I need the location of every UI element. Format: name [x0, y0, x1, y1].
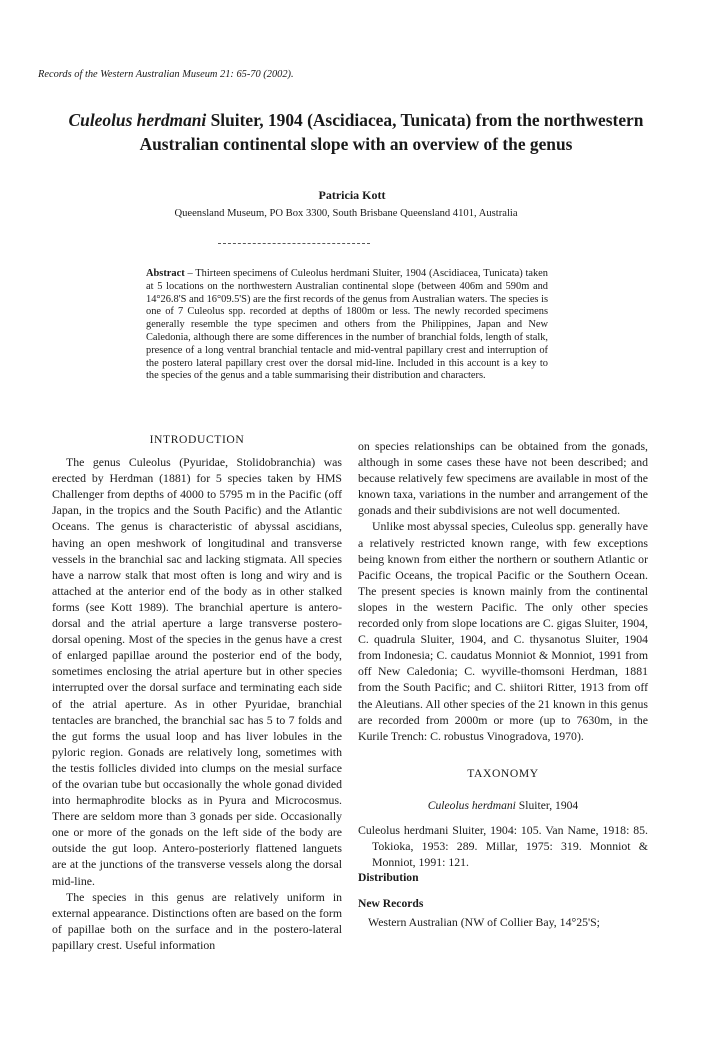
record-entry: Western Australian (NW of Collier Bay, 14°25'S;	[368, 915, 600, 930]
left-column	[52, 432, 342, 953]
title-species-name: Culeolus herdmani	[68, 110, 207, 130]
distribution-heading: Distribution	[358, 870, 419, 884]
introduction-paragraph: on species relationships can be obtained from the gonads, although in some cases these have not been described; and because relatively few specimens are available in most of the known taxa, variations in the number and arrangement of the gonads and their subdivisions are not well documented.	[358, 439, 648, 518]
species-heading-name: Culeolus herdmani	[427, 798, 516, 812]
synonymy: Culeolus herdmani Sluiter, 1904: 105. Van Name, 1918: 85. Tokioka, 1953: 289. Millar, 1975: 319. Monniot & Monniot, 1991: 121.	[358, 822, 648, 869]
new-records-heading: New Records	[358, 897, 424, 911]
title-rest: Sluiter, 1904 (Ascidiacea, Tunicata) from the northwestern Australian continental slope with an overview of the genus	[139, 110, 644, 154]
author-affiliation: Queensland Museum, PO Box 3300, South Brisbane Queensland 4101, Australia	[174, 208, 518, 219]
introduction-heading: INTRODUCTION	[149, 433, 245, 446]
introduction-paragraph: The genus Culeolus (Pyuridae, Stolidobranchia) was erected by Herdman (1881) for 5 species taken by HMS Challenger from depths of 4000 to 5795 m in the Pacific (off Japan, in the tropics and the South Pacific) and the Atlantic Oceans. The genus is characteristic of abyssal ascidians, having an open meshwork of longitudinal and transverse vessels in the branchial sac and lacking stigmata. All species have a narrow stalk that most often is long and wiry and is attached at the anterior end of the body as in other stalked forms (see Kott 1989). The branchial aperture is antero-dorsal and the atrial aperture a large transverse postero-dorsal opening. Most of the species in the genus have a crest of enlarged papillae around the posterior end of the body, sometimes enclosing the atrial aperture but in other species interrupted over the dorsal surface and terminating each side of the atrial aperture. As in other Pyuridae, branchial tentacles are branched, the branchial sac has 5 to 7 folds and the gut forms the usual loop and has liver lobules in the pyloric region. Gonads are relatively long, sometimes with the testis follicles divided into clumps on the mesial surface of the ovarian tube but occasionally the whole gonad divided into hermaphrodite blocks as in Pyura and Microcosmus. There are seldom more than 3 gonads per side. Occasionally one or more of the gonads on the left side of the body are outside the gut loop. Antero-posteriorly flattened languets are at the junctions of the transverse vessels along the dorsal mid-line.	[52, 455, 342, 888]
running-head: Records of the Western Australian Museum 21: 65-70 (2002).	[38, 69, 294, 80]
abstract	[146, 268, 548, 383]
introduction-paragraph: The species in this genus are relatively uniform in external appearance. Distinctions often are based on the form of papillae both on the surface and in the postero-lateral papillary crest. Useful information	[52, 889, 342, 952]
species-heading	[358, 798, 648, 814]
species-heading-author: Sluiter, 1904	[515, 798, 579, 812]
introduction-paragraph: Unlike most abyssal species, Culeolus spp. generally have a relatively restricted known range, with few exceptions being known from either the northern or southern Atlantic or Pacific Oceans, the tropical Pacific or the Southern Ocean. The present species is known mainly from the continental slopes in the western Pacific. The only other species recorded only from slope locations are C. gigas Sluiter, 1904, C. quadrula Sluiter, 1904, and C. thysanotus Sluiter, 1904 from Indonesia; C. caudatus Monniot & Monniot, 1991 from off New Caledonia; C. wyville-thomsoni Herdman, 1881 from the South Pacific; and C. shiitori Ritter, 1913 from off the Aleutians. All other species of the 21 known in this genus are recorded from 2000m or more (up to 7630m, in the Kurile Trench: C. robustus Vinogradova, 1970).	[358, 519, 648, 743]
abstract-label: Abstract	[146, 268, 185, 279]
author-name: Patricia Kott	[318, 188, 386, 202]
section-divider	[218, 243, 370, 244]
taxonomy-heading: TAXONOMY	[467, 766, 539, 780]
abstract-text: – Thirteen specimens of Culeolus herdmani Sluiter, 1904 (Ascidiacea, Tunicata) taken at 5 locations on the northwestern Australian continental slope (between 406m and 590m and 14°26.8'S and 16°09.5'S) are the first records of the genus from Australian waters. The species is one of 7 Culeolus spp. recorded at depths of 1800m or less. The newly recorded specimens generally resemble the type specimen and others from the Philippines, Japan and New Caledonia, although there are some differences in the number of branchial folds, length of stalk, presence of a long ventral branchial tentacle and mid-ventral papillary crest and interruption of the postero lateral papillary crest over the dorsal mid-line. Included in this account is a key to the species of the genus and a table summarising their distribution and characters.	[146, 268, 548, 382]
right-column	[358, 438, 648, 930]
article-title	[50, 108, 662, 156]
